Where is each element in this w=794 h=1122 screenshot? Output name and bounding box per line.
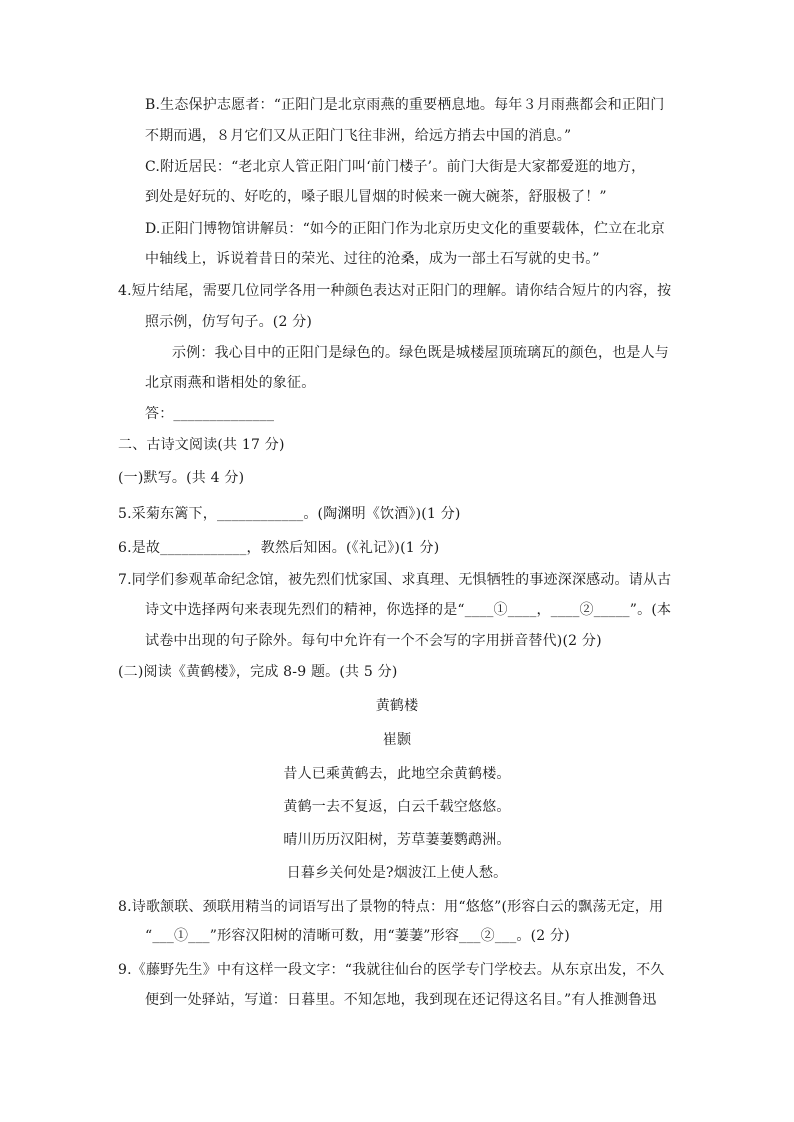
poem-line: 昔人已乘黄鹤去，此地空余黄鹤楼。 (283, 766, 511, 782)
question-4-line-2: 照示例，仿写句子。(2 分) (145, 314, 313, 330)
poem-line: 晴川历历汉阳树，芳草萋萋鹦鹉洲。 (283, 832, 511, 848)
question-9-line-2: 便到一处驿站，写道：日暮里。不知怎地，我到现在还记得这名目。”有人推测鲁迅 (145, 992, 657, 1008)
option-c-line-1: C.附近居民：“老北京人管正阳门叫‘前门楼子’。前门大街是大家都爱逛的地方， (145, 159, 646, 175)
option-d-line-1: D.正阳门博物馆讲解员：“如今的正阳门作为北京历史文化的重要载体，伫立在北京 (145, 221, 665, 237)
question-4-example-line-2: 北京雨燕和谐相处的象征。 (145, 375, 316, 391)
section-2-heading: 二、古诗文阅读(共 17 分) (118, 437, 285, 453)
poem-author: 崔颢 (382, 732, 412, 748)
question-4-line-1: 4.短片结尾，需要几位同学各用一种颜色表达对正阳门的理解。请你结合短片的内容，按 (118, 283, 672, 299)
option-b-line-1: B.生态保护志愿者：“正阳门是北京雨燕的重要栖息地。每年３月雨燕都会和正阳门 (145, 97, 665, 113)
question-4-example-line-1: 示例：我心目中的正阳门是绿色的。绿色既是城楼屋顶琉璃瓦的颜色，也是人与 (172, 345, 669, 361)
poem-line: 日暮乡关何处是?烟波江上使人愁。 (286, 865, 508, 881)
question-4-answer: 答：______________ (145, 406, 275, 422)
option-d-line-2: 中轴线上，诉说着昔日的荣光、过往的沧桑，成为一部土石写就的史书。” (145, 251, 600, 267)
question-6: 6.是故____________，教然后知困。(《礼记》)(1 分) (118, 540, 440, 556)
section-2-part-2-heading: (二)阅读《黄鹤楼》，完成 8-9 题。(共 5 分) (118, 664, 398, 680)
question-8-line-1: 8.诗歌颔联、颈联用精当的词语写出了景物的特点：用“悠悠”(形容白云的飘荡无定，用 (118, 899, 664, 915)
question-7-line-2: 诗文中选择两句来表现先烈们的精神，你选择的是“____①____，____②_____”。(本 (145, 602, 672, 618)
question-9-line-1: 9.《藤野先生》中有这样一段文字：“我就往仙台的医学专门学校去。从东京出发，不久 (118, 962, 665, 978)
section-2-part-1-heading: (一)默写。(共 4 分) (118, 470, 245, 486)
question-7-line-1: 7.同学们参观革命纪念馆，被先烈们忧家国、求真理、无惧牺牲的事迹深深感动。请从古 (118, 572, 672, 588)
question-8-line-2: “___①___”形容汉阳树的清晰可数，用“萋萋”形容___②___。(2 分) (145, 928, 570, 944)
question-5: 5.采菊东篱下，____________。(陶渊明《饮酒》)(1 分) (118, 506, 461, 522)
question-7-line-3: 试卷中出现的句子除外。每句中允许有一个不会写的字用拼音替代)(2 分) (145, 633, 602, 649)
option-c-line-2: 到处是好玩的、好吃的，嗓子眼儿冒烟的时候来一碗大碗茶，舒服极了！” (145, 189, 607, 205)
poem-line: 黄鹤一去不复返，白云千载空悠悠。 (283, 799, 511, 815)
option-b-line-2: 不期而遇，８月它们又从正阳门飞往非洲，给远方捎去中国的消息。” (145, 128, 572, 144)
poem-title: 黄鹤楼 (375, 698, 419, 714)
